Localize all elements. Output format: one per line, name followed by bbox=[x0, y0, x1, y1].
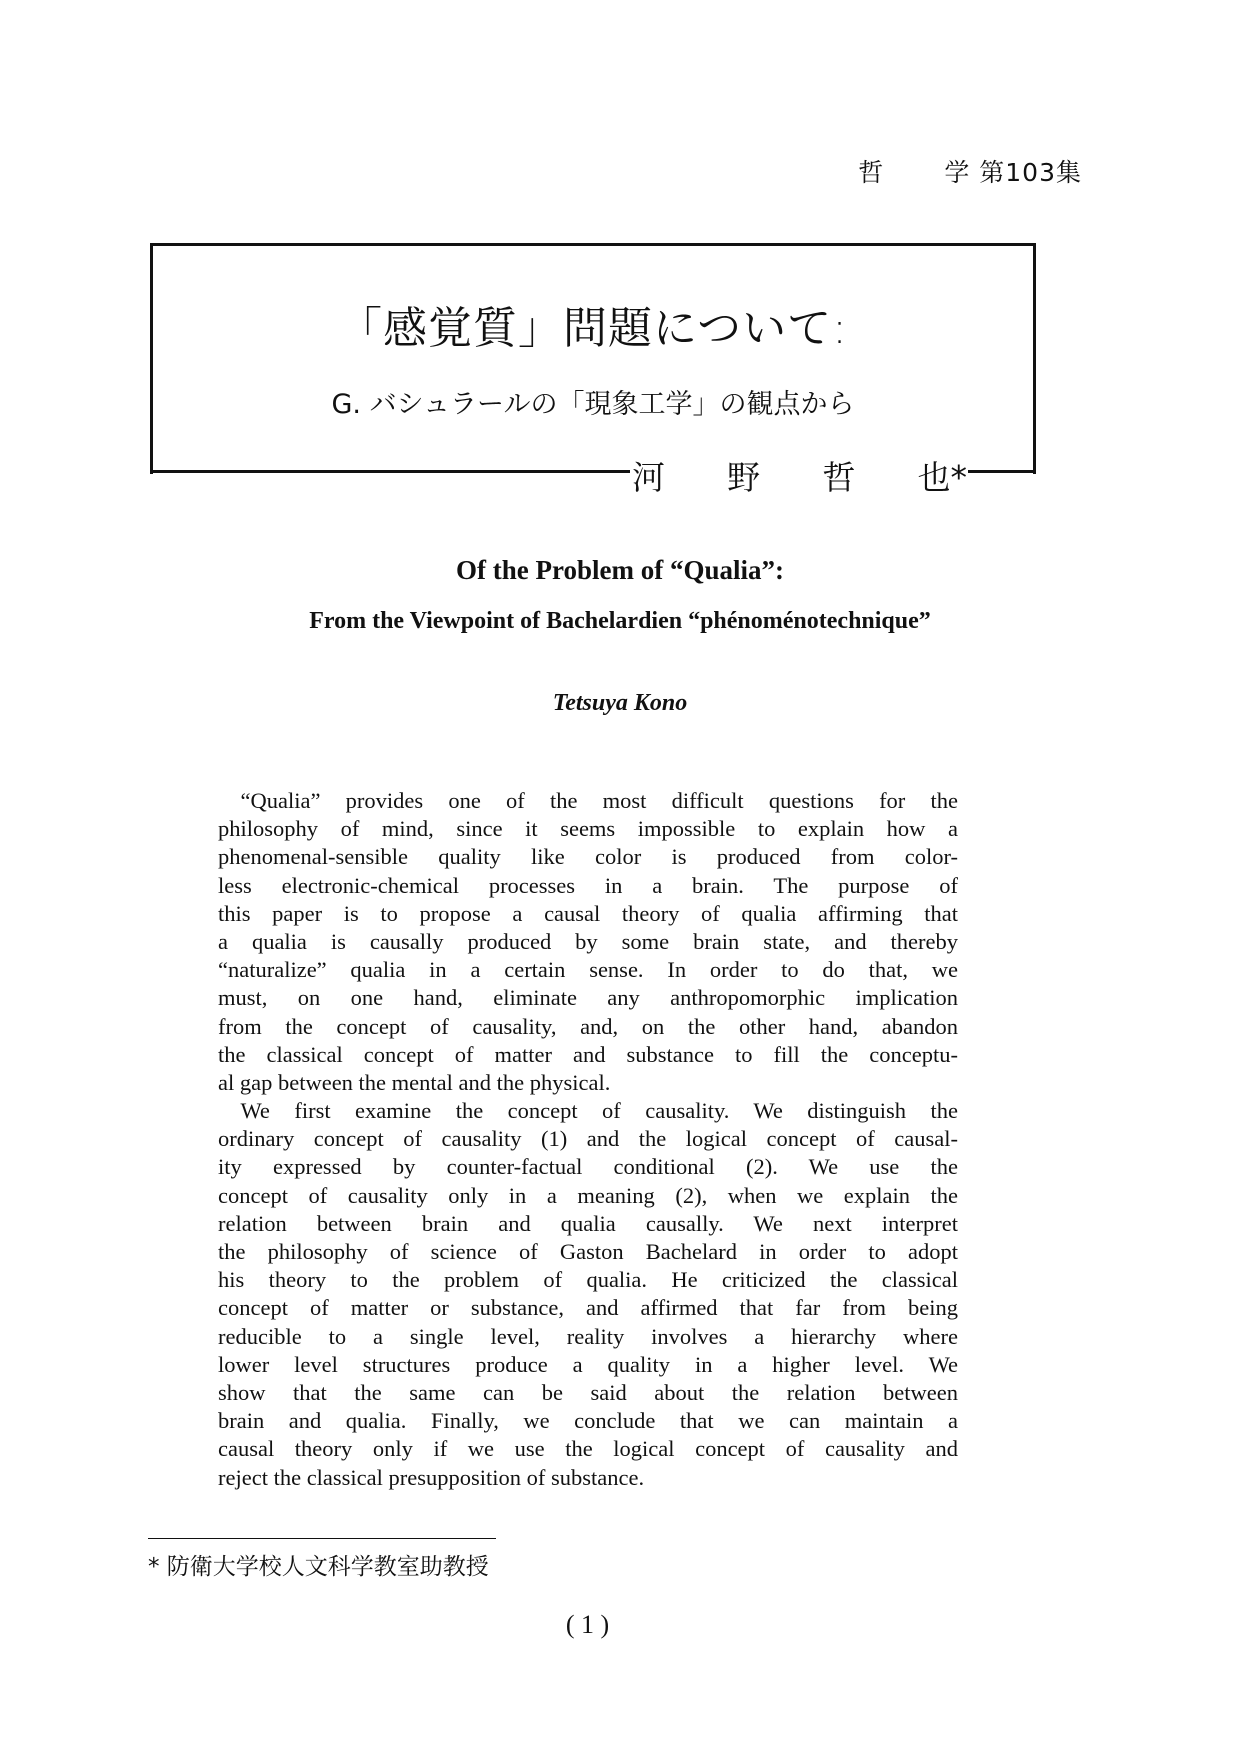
abstract-line: relation between brain and qualia causally. We next interpret bbox=[218, 1210, 958, 1236]
abstract-line: this paper is to propose a causal theory of qualia affirming that bbox=[218, 900, 958, 926]
abstract-line: philosophy of mind, since it seems impossible to explain how a bbox=[218, 816, 958, 842]
abstract-line: the philosophy of science of Gaston Bachelard in order to adopt bbox=[218, 1239, 958, 1264]
abstract-line: al gap between the mental and the physical. bbox=[218, 1069, 611, 1095]
abstract-line: lower level structures produce a quality in a higher level. We bbox=[218, 1351, 958, 1377]
abstract-line: “Qualia” provides one of the most difficult questions for the bbox=[218, 788, 958, 813]
japanese-author bbox=[632, 452, 967, 499]
abstract-line: reject the classical presupposition of substance. bbox=[218, 1464, 645, 1490]
title-frame bbox=[150, 243, 1036, 474]
abstract-line: less electronic-chemical processes in a brain. The purpose of bbox=[218, 872, 958, 898]
english-title: Of the Problem of “Qualia”: bbox=[456, 555, 784, 585]
journal-header bbox=[858, 153, 1082, 189]
abstract-line: ity expressed by counter-factual conditional (2). We use the bbox=[218, 1154, 958, 1180]
footnote: * 防衛大学校人文科学教室助教授 bbox=[148, 1554, 489, 1580]
abstract-line: the classical concept of matter and substance to fill the conceptu- bbox=[218, 1041, 958, 1067]
abstract-line: causal theory only if we use the logical concept of causality and bbox=[218, 1436, 958, 1462]
abstract-line: concept of causality only in a meaning (2), when we explain the bbox=[218, 1182, 958, 1208]
journal-name-part1: 哲 bbox=[858, 158, 885, 187]
abstract-line: phenomenal-sensible quality like color is produced from color- bbox=[218, 844, 958, 870]
author-char: 也* bbox=[917, 458, 967, 497]
abstract-line: We first examine the concept of causality. We distinguish the bbox=[218, 1098, 958, 1124]
abstract-line: must, on one hand, eliminate any anthropomorphic implication bbox=[218, 985, 958, 1011]
author-char: 哲 bbox=[822, 458, 856, 497]
title-frame-rule-left bbox=[150, 470, 630, 473]
author-char: 河 bbox=[632, 458, 665, 497]
abstract bbox=[218, 787, 958, 1492]
abstract-line: his theory to the problem of qualia. He criticized the classical bbox=[218, 1267, 958, 1293]
abstract-line: a qualia is causally produced by some brain state, and thereby bbox=[218, 928, 958, 954]
journal-volume: 第103集 bbox=[979, 158, 1082, 187]
journal-name-part2: 学 bbox=[944, 158, 971, 187]
japanese-subtitle: G. バシュラールの「現象工学」の観点から bbox=[331, 389, 855, 420]
abstract-line: “naturalize” qualia in a certain sense. In order to do that, we bbox=[218, 957, 958, 983]
english-author: Tetsuya Kono bbox=[552, 690, 688, 716]
abstract-line: from the concept of causality, and, on the other hand, abandon bbox=[218, 1013, 958, 1039]
japanese-title: 「感覚質」問題について: bbox=[338, 303, 848, 354]
author-char: 野 bbox=[727, 458, 761, 497]
page-number: ( 1 ) bbox=[565, 1610, 610, 1639]
abstract-line: ordinary concept of causality (1) and the logical concept of causal- bbox=[218, 1126, 958, 1152]
abstract-line: reducible to a single level, reality involves a hierarchy where bbox=[218, 1323, 958, 1349]
footnote-rule bbox=[148, 1538, 496, 1539]
abstract-line: brain and qualia. Finally, we conclude that we can maintain a bbox=[218, 1408, 958, 1434]
abstract-line: concept of matter or substance, and affirmed that far from being bbox=[218, 1295, 958, 1321]
english-subtitle: From the Viewpoint of Bachelardien “phénoménotechnique” bbox=[309, 608, 931, 634]
title-frame-rule-right bbox=[968, 470, 1033, 473]
abstract-line: show that the same can be said about the relation between bbox=[218, 1379, 958, 1405]
